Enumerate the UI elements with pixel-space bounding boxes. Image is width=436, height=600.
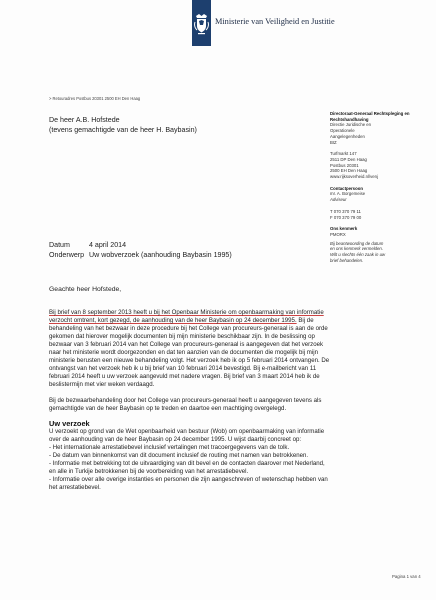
paragraph-sentence: Bij de behandeling van het bezwaar in deze procedure bij het College van procureurs-generaal is aan de orde gekomen dat hierover mogelijk documenten bij mijn ministerie beschikbaar zijn. [49, 317, 328, 341]
contact-name: mr. A. Borgemeise [330, 191, 366, 197]
ministry-name: Ministerie van Veiligheid en Justitie [215, 17, 335, 26]
return-address: > Retouradres Postbus 20301 2500 EH Den Haag [49, 96, 141, 101]
department-sub: Directie Juridische en [330, 122, 372, 128]
letter-meta [49, 240, 232, 260]
letter-body [49, 286, 331, 492]
paragraph-sentence: Bij brief van 8 september 2013 heeft u bij het Openbaar Ministerie om openbaarmaking van informatie verzocht omtrent, kort gezegd, de aanhouding van de heer Baybasin op 24 december 1995. [49, 309, 324, 325]
paragraph-proxy: Bij de bezwaarbehandeling door het College van procureurs-generaal heeft u aangegeven tevens als gemachtigde van de heer Baybasin op te treden en daartoe een machtiging overgelegd. [49, 396, 322, 412]
date-label: Datum [49, 241, 70, 249]
sender-column [330, 111, 430, 263]
list-item: - Informatie met betrekking tot de uitvaardiging van dit bevel en de contacten daarover met Nederland, en alle in Turkije betrokkenen bij de voorbereiding van het arrestatiebevel. [49, 459, 325, 475]
fax-number: F 070 370 79 00 [330, 214, 362, 220]
page-number: Pagina 1 van 4 [392, 574, 421, 579]
reply-note: Wilt u slechts één zaak in uw [330, 252, 386, 258]
department-sub: Aangelegenheden [330, 133, 365, 139]
phone-number: T 070 370 79 11 [330, 208, 361, 214]
coat-of-arms-icon [194, 13, 209, 35]
department-sub: BIZ [330, 139, 337, 145]
reference-value: PMORX [330, 231, 346, 237]
department-sub: Operationele [330, 128, 355, 134]
website-link[interactable]: www.rijksoverheid.nl/venj [330, 174, 378, 180]
paragraph-sentence: In de beslissing op bezwaar van 3 februari 2014 van het College van procureurs-generaal is aangegeven dat het verzoek naar het ministerie wordt doorgezonden en dat ten aanzien van de documenten die mogelijk bij mijn ministerie berusten een nieuwe behandeling volgt. Het verzoek heb ik op 5 februari 2014 ontvangen. De ontvangst van het verzoek heb ik u bij brief van 10 februari 2014 bevestigd. Bij e-mailbericht van 11 februari 2014 heeft u uw verzoek aangevuld met nadere vragen. Bij brief van 3 maart 2014 heb ik de beslistermijn met vier weken verdaagd. [49, 333, 330, 389]
paragraph-background [49, 309, 331, 389]
addressee-block [49, 115, 197, 135]
section-heading: Uw verzoek [49, 418, 90, 428]
reply-note: Bij beantwoording de datum [330, 240, 384, 246]
department-title: Directoraat-Generaal Rechtspleging en Rechtshandhaving [330, 111, 410, 122]
addressee-name: De heer A.B. Hofstede [49, 116, 120, 124]
paragraph-request: U verzoekt op grond van de Wet openbaarheid van bestuur (Wob) om openbaarmaking van informatie over de aanhouding van de heer Baybasin op 24 december 1995. U wijst daarbij concreet op: [49, 427, 325, 443]
address-line: 2511 DP Den Haag [330, 156, 367, 162]
date-value: 4 april 2014 [88, 241, 127, 249]
subject-value: Uw wobverzoek (aanhouding Baybasin 1995) [88, 251, 232, 259]
list-item: - De datum van binnenkomst van dit document inclusief de routing met namen van betrokkenen. [49, 451, 309, 459]
subject-label: Onderwerp [49, 251, 85, 259]
salutation: Geachte heer Hofstede, [49, 286, 122, 293]
reply-note: brief behandelen. [330, 257, 364, 263]
address-line: 2500 EH Den Haag [330, 168, 368, 174]
list-item: - Informatie over alle overige instanties en personen die zijn aangeschreven of wetenschap hebben van het arrestatiebevel. [49, 475, 328, 491]
reply-note: en ons kenmerk vermelden. [330, 246, 384, 252]
addressee-proxy: (tevens gemachtigde van de heer H. Baybasin) [49, 126, 197, 134]
address-line: Postbus 20301 [330, 162, 359, 168]
contact-title: Contactpersoon [330, 185, 363, 191]
reference-title: Ons kenmerk [330, 226, 358, 232]
contact-role: Adviseur [330, 197, 347, 203]
list-item: - Het internationale arrestatiebevel inclusief vertalingen met tracoergegevens van de tolk. [49, 443, 290, 451]
address-line: Turfmarkt 147 [330, 151, 357, 157]
